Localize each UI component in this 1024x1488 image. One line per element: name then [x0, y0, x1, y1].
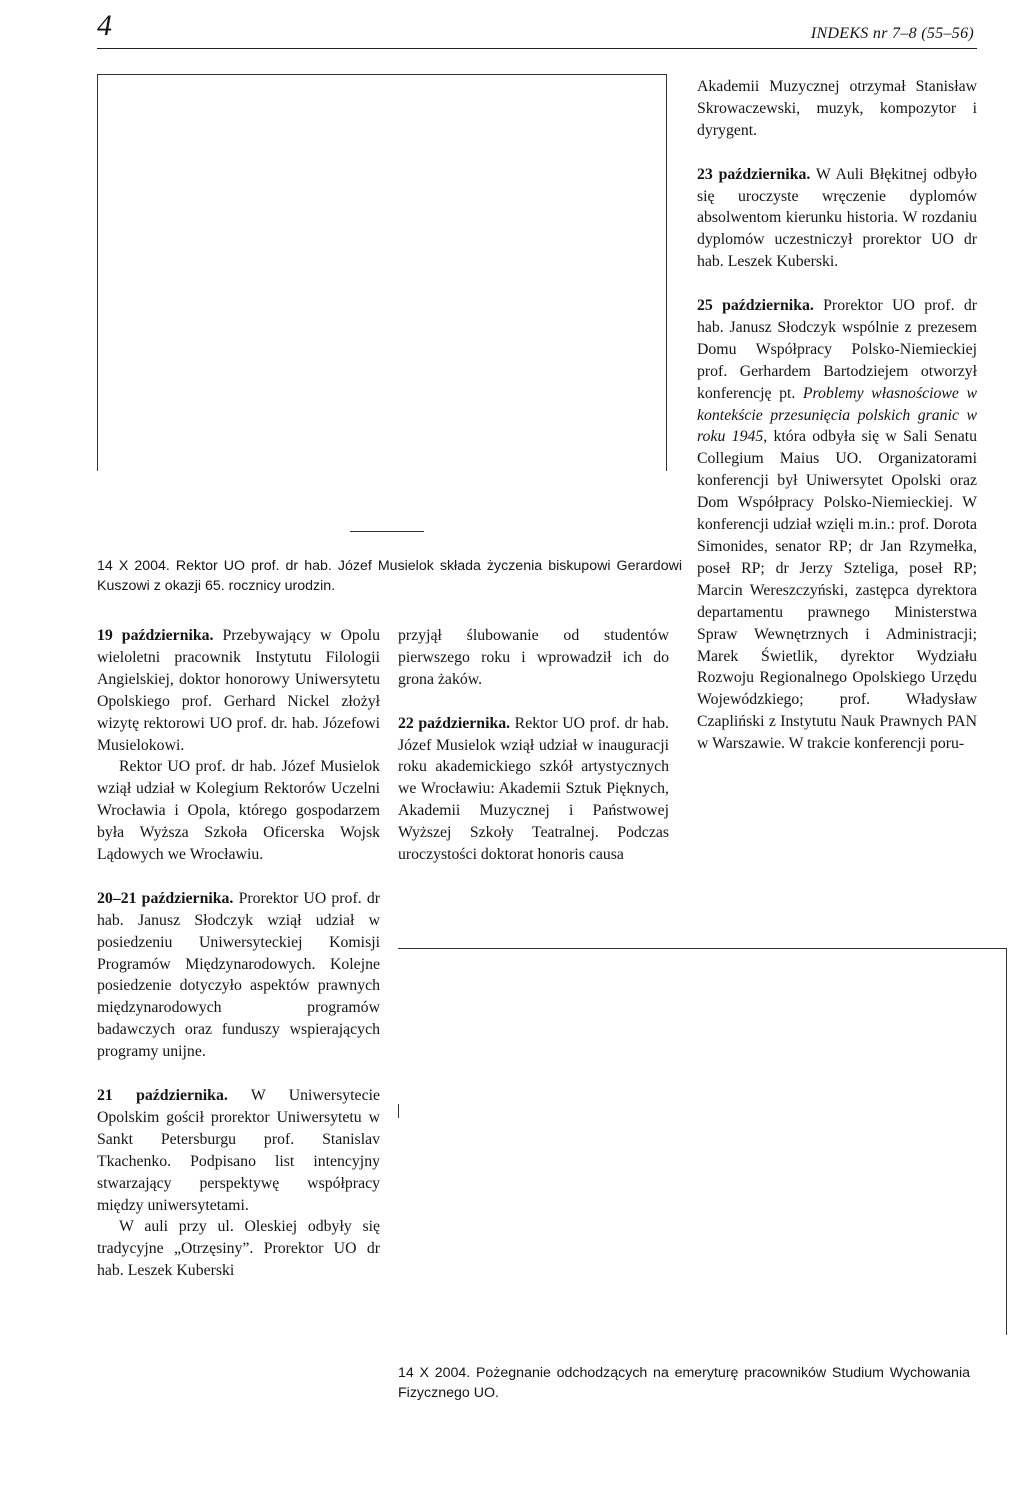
column-middle — [398, 625, 669, 866]
entry-text: Przebywający w Opolu wieloletni pracownik Instytutu Filologii Angielskiej, doktor honorowy Uniwersytetu Opolskiego prof. Gerhard Nickel złożył wizytę rektorowi UO prof. dr. hab. Józefowi Musielokowi. — [97, 627, 380, 754]
column-right — [697, 76, 977, 755]
column-left — [97, 625, 380, 1282]
entry-oct-20-21 — [97, 888, 380, 1063]
entry-date: 20–21 października. — [97, 889, 234, 907]
entry-oct-19-cont — [97, 756, 380, 866]
entry-text: Rektor UO prof. dr hab. Józef Musielok wziął udział w inauguracji roku akademickiego szkół artystycznych we Wrocławiu: Akademii Sztuk Pięknych, Akademii Muzycznej i Państwowej Wyższej Szkoły Teatralnej. Podczas uroczystości doktorat honoris causa — [398, 714, 669, 864]
photo-bottom-caption: 14 X 2004. Pożegnanie odchodzących na emeryturę pracowników Studium Wychowania Fizycznego UO. — [398, 1365, 970, 1401]
entry-date: 21 października. — [97, 1087, 228, 1104]
entry-date: 23 października. — [697, 165, 811, 183]
entry-text: W auli przy ul. Oleskiej odbyły się tradycyjne „Otrzęsiny”. Prorektor UO dr hab. Leszek Kuberski — [97, 1218, 380, 1280]
page-number: 4 — [97, 9, 112, 42]
running-title: INDEKS nr 7–8 (55–56) — [810, 25, 974, 42]
conference-title: Problemy własnościowe w kontekście przesunięcia polskich granic w roku 1945 — [697, 384, 977, 446]
entry-text: przyjął ślubowanie od studentów pierwszego roku i wprowadził ich do grona żaków. — [398, 627, 669, 688]
entry-text: Akademii Muzycznej otrzymał Stanisław Skrowaczewski, muzyk, kompozytor i dyrygent. — [697, 78, 977, 139]
entry-oct-19 — [97, 625, 380, 756]
header-rule — [97, 48, 977, 49]
entry-oct-22 — [398, 713, 669, 866]
photo-top — [97, 74, 667, 471]
entry-date: 22 października. — [398, 714, 511, 732]
entry-oct-25 — [697, 295, 977, 755]
photo-top-caption: 14 X 2004. Rektor UO prof. dr hab. Józef Musielok składa życzenia biskupowi Gerardowi Kuszowi z okazji 65. rocznicy urodzin. — [97, 558, 682, 594]
entry-oct-21-cont-mid — [398, 625, 669, 691]
photo-top-edge-mark — [350, 531, 424, 532]
photo-bottom — [398, 948, 1007, 1335]
entry-text: , która odbyła się w Sali Senatu Collegium Maius UO. Organizatorami konferencji był Uniwersytet Opolski oraz Dom Współpracy Polsko-Niemieckiej. W konferencji udział wzięli m.in.: prof. Dorota Simonides, senator RP; dr Jan Rzymełka, poseł RP; dr Jerzy Szteliga, poseł RP; Marcin Wereszczyński, zastępca dyrektora departamentu prawnego Ministerstwa Spraw Wewnętrznych i Administracji; Marek Świetlik, dyrektor Wydziału Rozwoju Regionalnego Opolskiego Urzędu Wojewódzkiego; prof. Władysław Czapliński z Instytutu Nauk Prawnych PAN w Warszawie. W trakcie konferencji poru- — [697, 428, 977, 753]
entry-oct-23 — [697, 164, 977, 274]
entry-text: Prorektor UO prof. dr hab. Janusz Słodczyk wspólnie z prezesem Domu Współpracy Polsko-Niemieckiej prof. Gerhardem Bartodziejem otworzył konferencję pt. — [697, 297, 977, 402]
entry-text: Rektor UO prof. dr hab. Józef Musielok wziął udział w Kolegium Rektorów Uczelni Wrocławia i Opola, którego gospodarzem była Wyższa Szkoła Oficerska Wojsk Lądowych we Wrocławiu. — [97, 758, 380, 864]
entry-oct-22-cont — [697, 76, 977, 142]
entry-text: W Uniwersytecie Opolskim gościł prorektor Uniwersytetu w Sankt Petersburgu prof. Stanislav Tkachenko. Podpisano list intencyjny stwarzający perspektywę współpracy między uniwersytetami. — [97, 1087, 380, 1214]
entry-date: 19 października. — [97, 627, 214, 644]
entry-text: Prorektor UO prof. dr hab. Janusz Słodczyk wziął udział w posiedzeniu Uniwersyteckiej Komisji Programów Międzynarodowych. Kolejne posiedzenie dotyczyło aspektów prawnych międzynarodowych programów badawczych oraz funduszy wspierających programy unijne. — [97, 889, 381, 1061]
entry-oct-21 — [97, 1085, 380, 1216]
photo-bottom-left-tick — [398, 1104, 399, 1118]
entry-text: W Auli Błękitnej odbyło się uroczyste wręczenie dyplomów absolwentom kierunku historia. W rozdaniu dyplomów uczestniczył prorektor UO dr hab. Leszek Kuberski. — [697, 165, 977, 271]
entry-date: 25 października. — [697, 297, 814, 315]
entry-oct-21-cont — [97, 1216, 380, 1282]
